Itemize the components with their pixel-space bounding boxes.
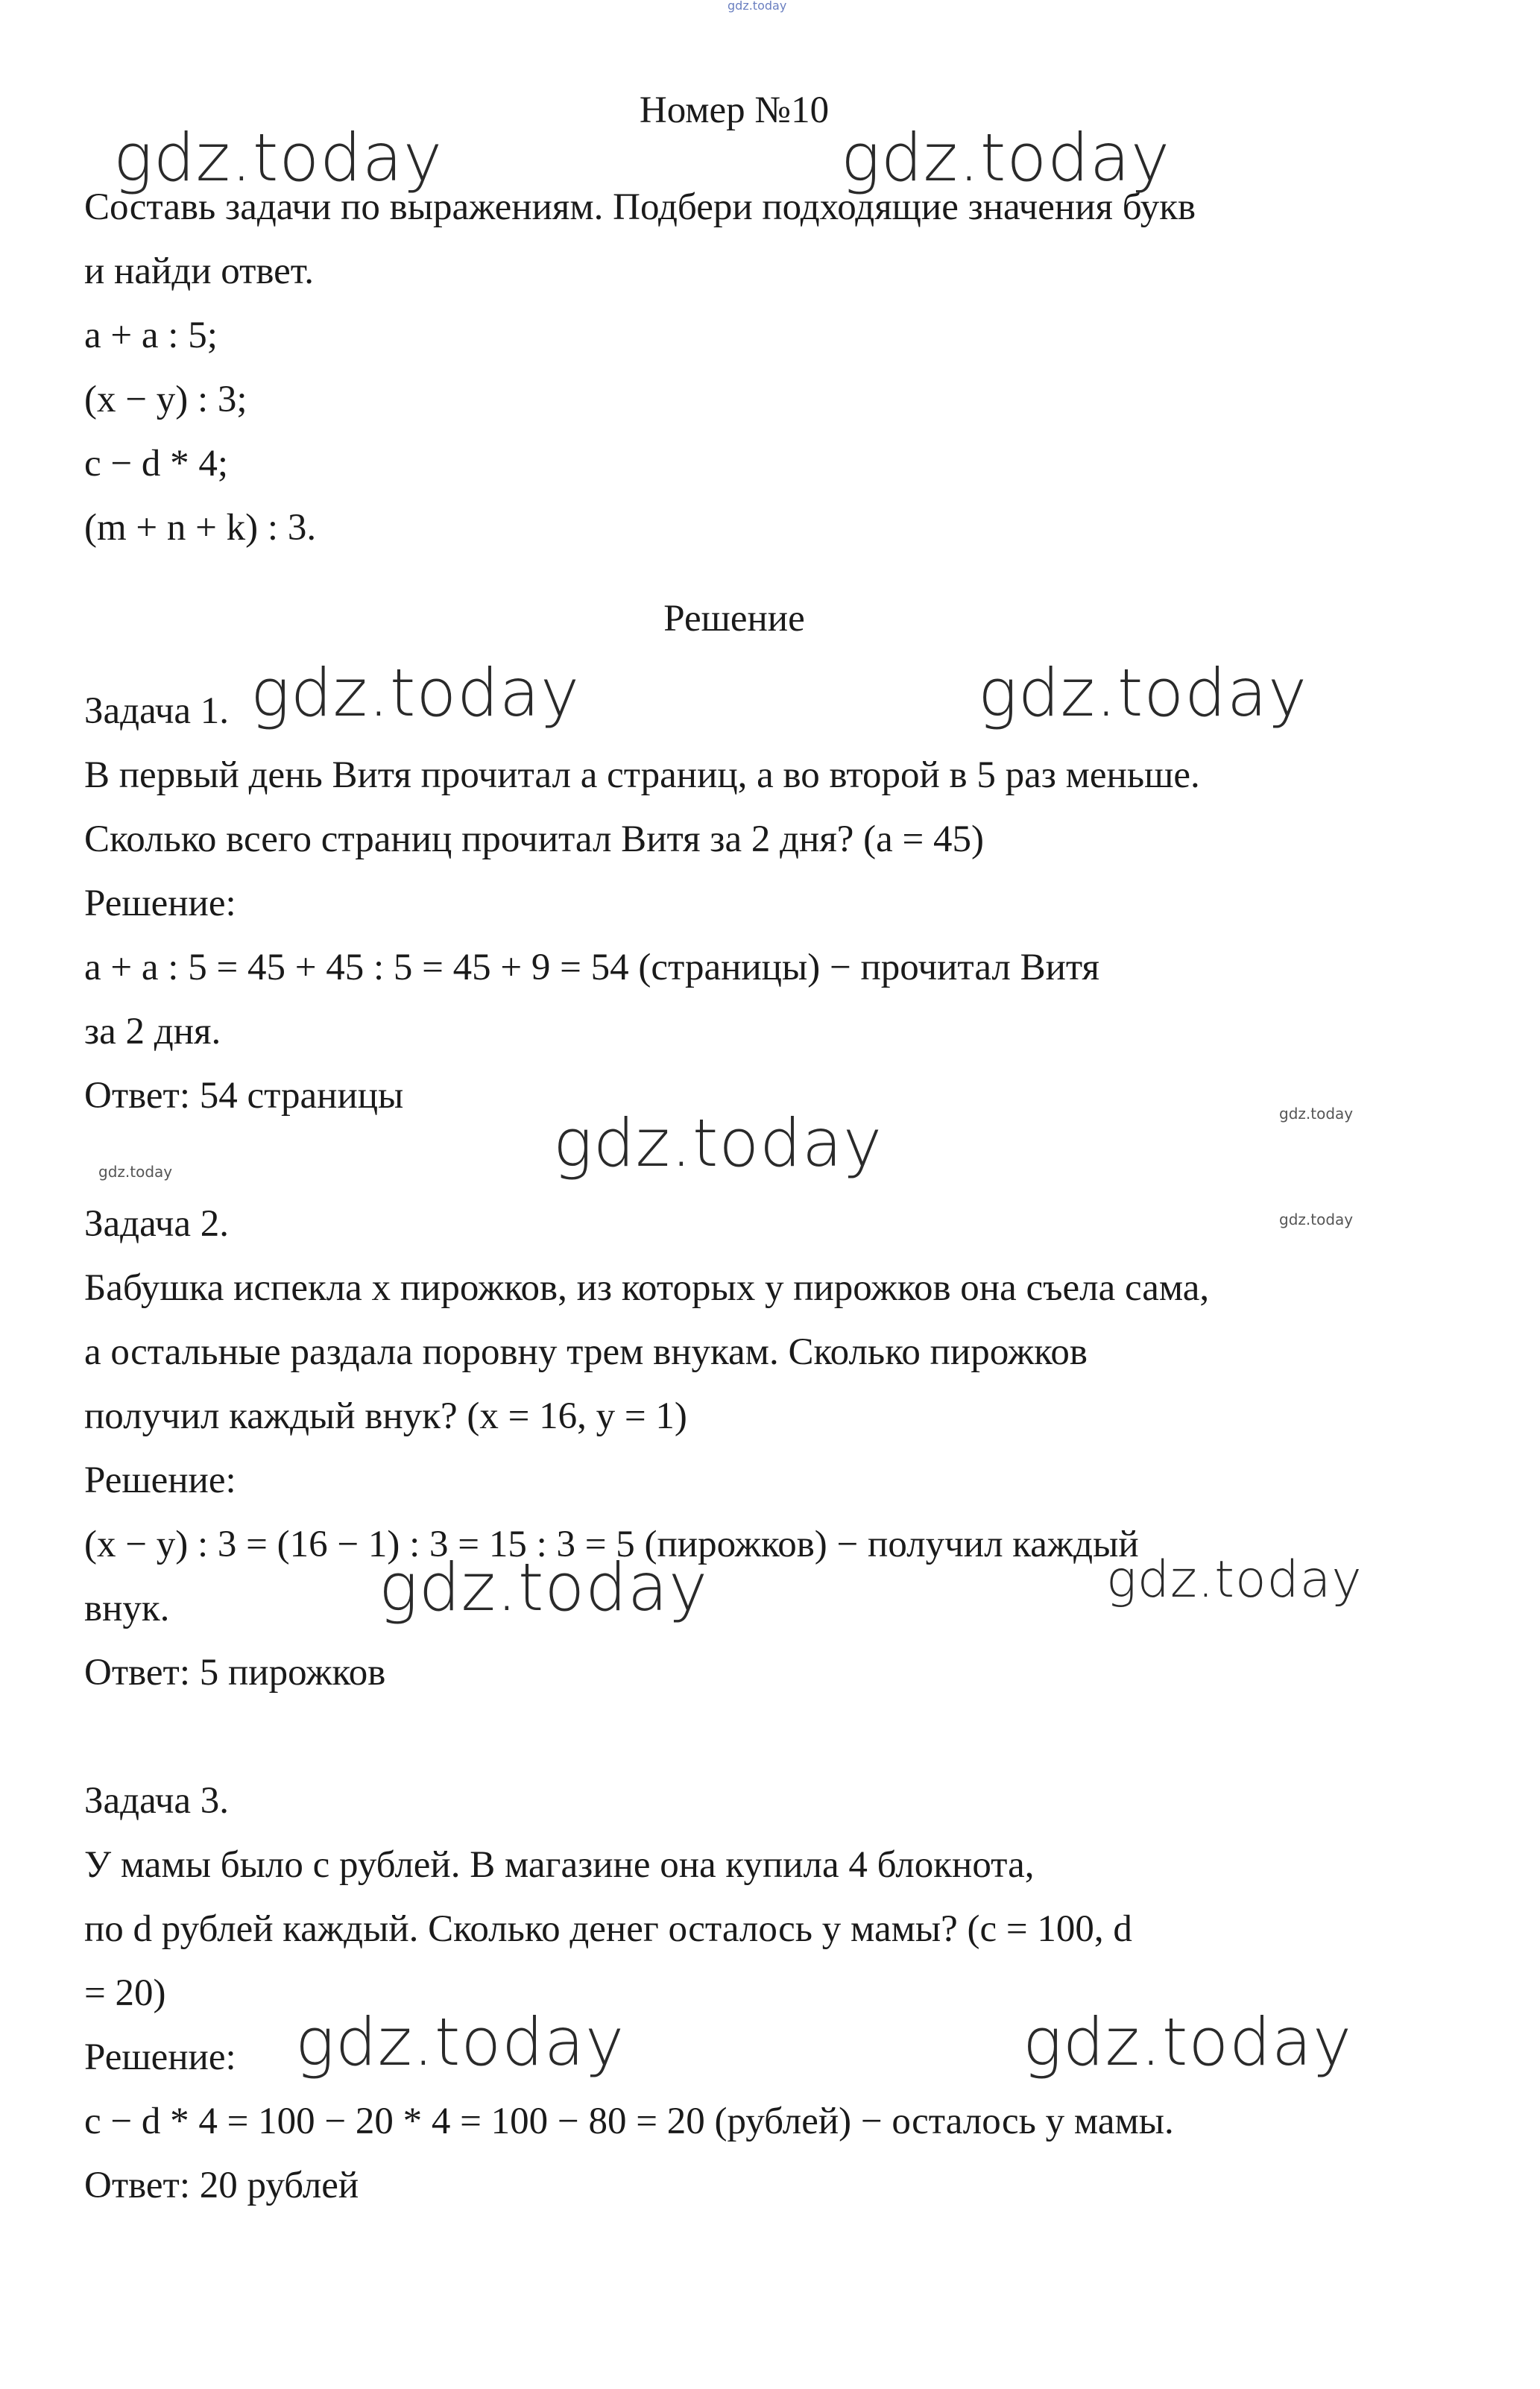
statement-line: Составь задачи по выражениям. Подбери подходящие значения букв: [84, 186, 1196, 228]
problem-2-text: получил каждый внук? (x = 16, y = 1): [84, 1395, 687, 1437]
statement-line: и найди ответ.: [84, 250, 314, 292]
problem-2-solution: (x − y) : 3 = (16 − 1) : 3 = 15 : 3 = 5 (пирожков) − получил каждый: [84, 1524, 1139, 1565]
problem-1-solution-label: Решение:: [84, 883, 236, 924]
expression-line: a + a : 5;: [84, 315, 218, 356]
problem-3-solution: c − d * 4 = 100 − 20 * 4 = 100 − 80 = 20 (рублей) − осталось у мамы.: [84, 2101, 1174, 2142]
watermark: gdz.today: [1023, 2004, 1353, 2080]
source-mark: gdz.today: [728, 0, 787, 13]
problem-3-text: по d рублей каждый. Сколько денег осталось у мамы? (c = 100, d: [84, 1908, 1132, 1950]
problem-2-text: а остальные раздала поровну трем внукам. Сколько пирожков: [84, 1331, 1088, 1373]
problem-3-text: У мамы было c рублей. В магазине она купила 4 блокнота,: [84, 1844, 1035, 1886]
watermark: gdz.today: [295, 2004, 625, 2080]
problem-1-solution: за 2 дня.: [84, 1011, 221, 1053]
watermark: gdz.today: [553, 1105, 883, 1181]
problem-1-text: В первый день Витя прочитал a страниц, а во второй в 5 раз меньше.: [84, 754, 1200, 796]
problem-2-answer: Ответ: 5 пирожков: [84, 1652, 386, 1694]
solution-heading: Решение: [663, 598, 805, 640]
expression-line: c − d * 4;: [84, 443, 229, 485]
watermark: gdz.today: [98, 1163, 173, 1181]
watermark: gdz.today: [379, 1549, 709, 1626]
expression-line: (m + n + k) : 3.: [84, 507, 317, 549]
watermark: gdz.today: [978, 654, 1308, 731]
problem-2-title: Задача 2.: [84, 1203, 230, 1245]
expression-line: (x − y) : 3;: [84, 379, 247, 420]
problem-3-title: Задача 3.: [84, 1780, 230, 1822]
problem-2-solution-label: Решение:: [84, 1459, 236, 1501]
watermark: gdz.today: [250, 654, 581, 731]
problem-1-text: Сколько всего страниц прочитал Витя за 2 дня? (a = 45): [84, 818, 985, 860]
watermark: gdz.today: [1279, 1211, 1354, 1228]
problem-1-title: Задача 1.: [84, 690, 230, 732]
problem-3-solution-label: Решение:: [84, 2036, 236, 2078]
page-title: Номер №10: [639, 89, 830, 131]
watermark: gdz.today: [841, 119, 1171, 196]
problem-2-text: Бабушка испекла x пирожков, из которых y пирожков она съела сама,: [84, 1267, 1210, 1309]
problem-2-solution: внук.: [84, 1588, 170, 1629]
watermark: gdz.today: [1279, 1105, 1354, 1123]
problem-1-answer: Ответ: 54 страницы: [84, 1075, 404, 1117]
problem-3-answer: Ответ: 20 рублей: [84, 2165, 359, 2206]
watermark: gdz.today: [113, 119, 444, 196]
problem-1-solution: a + a : 5 = 45 + 45 : 5 = 45 + 9 = 54 (страницы) − прочитал Витя: [84, 947, 1099, 988]
watermark: gdz.today: [1106, 1550, 1363, 1609]
problem-3-text: = 20): [84, 1972, 166, 2014]
